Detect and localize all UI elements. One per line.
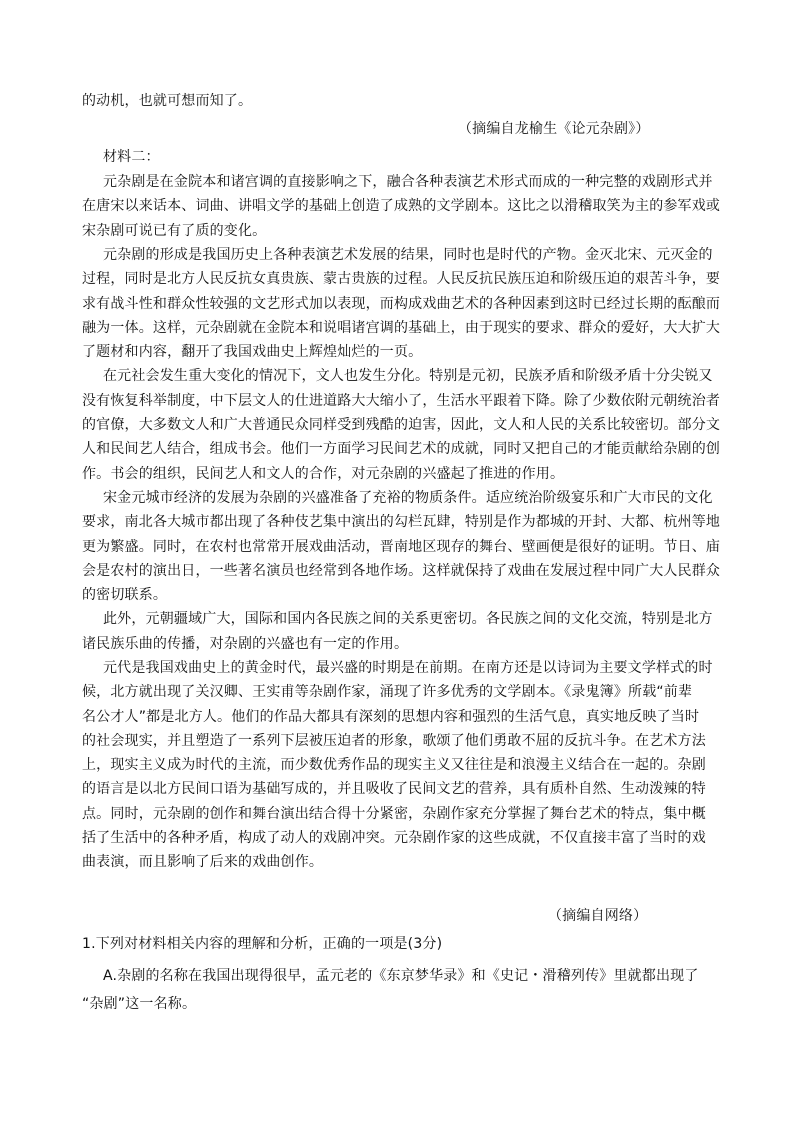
paragraph-4-line-5: 的密切联系。 (82, 587, 168, 603)
source-citation-2: （摘编自网络） (548, 908, 648, 924)
paragraph-1-line-2: 在唐宋以来话本、词曲、讲唱文学的基础上创造了成熟的文学剧本。这比之以滑稽取笑为主的参军戏或 (82, 198, 721, 214)
paragraph-2-line-1: 元杂剧的形成是我国历史上各种表演艺术发展的结果，同时也是时代的产物。金灭北宋、元灭金的 (103, 247, 713, 263)
paragraph-6-line-7: 点。同时，元杂剧的创作和舞台演出结合得十分紧密，杂剧作家充分掌握了舞台艺术的特点，集中概 (82, 806, 706, 822)
paragraph-6-line-8: 括了生活中的各种矛盾，构成了动人的戏剧冲突。元杂剧作家的这些成就，不仅直接丰富了当时的戏 (82, 830, 706, 846)
paragraph-1-line-3: 宋杂剧可说已有了质的变化。 (82, 223, 267, 239)
paragraph-2-line-5: 了题材和内容，翻开了我国戏曲史上辉煌灿烂的一页。 (82, 344, 423, 360)
material-2-heading: 材料二： (103, 149, 160, 165)
paragraph-1-line-1: 元杂剧是在金院本和诸宫调的直接影响之下，融合各种表演艺术形式而成的一种完整的戏剧形式并 (103, 174, 713, 190)
paragraph-6-line-9: 曲表演，而且影响了后来的戏曲创作。 (82, 854, 324, 870)
question-1: 1.下列对材料相关内容的理解和分析，正确的一项是(3分) (82, 936, 443, 952)
paragraph-6-line-5: 上，现实主义成为时代的主流，而少数优秀作品的现实主义又往往是和浪漫主义结合在一起的。杂剧 (82, 757, 706, 773)
paragraph-5-line-1: 此外，元朝疆域广大，国际和国内各民族之间的关系更密切。各民族之间的文化交流，特别是北方 (103, 611, 713, 627)
intro-tail-line: 的动机，也就可想而知了。 (82, 93, 253, 109)
question-1-option-a-line-1: A.杂剧的名称在我国出现得很早，孟元老的《东京梦华录》和《史记・滑稽列传》里就都出现了 (103, 968, 699, 984)
paragraph-2-line-3: 求有战斗性和群众性较强的文艺形式加以表现，而构成戏曲艺术的各种因素到这时已经过长期的酝酿而 (82, 296, 721, 312)
paragraph-6-line-4: 的社会现实，并且塑造了一系列下层被压迫者的形象，歌颂了他们勇敢不屈的反抗斗争。在艺术方法 (82, 733, 706, 749)
paragraph-2-line-4: 融为一体。这样，元杂剧就在金院本和说唱诸宫调的基础上，由于现实的要求、群众的爱好，大大扩大 (82, 320, 721, 336)
paragraph-6-line-6: 的语言是以北方民间口语为基础写成的，并且吸收了民间文艺的营养，具有质朴自然、生动泼辣的特 (82, 781, 706, 797)
paragraph-3-line-3: 的官僚，大多数文人和广大普通民众同样受到残酷的迫害，因此，文人和人民的关系比较密切。部分文 (82, 417, 721, 433)
paragraph-4-line-1: 宋金元城市经济的发展为杂剧的兴盛准备了充裕的物质条件。适应统治阶级宴乐和广大市民的文化 (103, 490, 713, 506)
paragraph-6-line-3: 名公才人”都是北方人。他们的作品大都具有深刻的思想内容和强烈的生活气息，真实地反映了当时 (82, 709, 700, 725)
paragraph-6-line-1: 元代是我国戏曲史上的黄金时代，最兴盛的时期是在前期。在南方还是以诗词为主要文学样式的时 (103, 660, 713, 676)
paragraph-2-line-2: 过程，同时是北方人民反抗女真贵族、蒙古贵族的过程。人民反抗民族压迫和阶级压迫的艰苦斗争，要 (82, 271, 721, 287)
question-1-option-a-line-2: “杂剧”这一名称。 (82, 996, 197, 1012)
paragraph-4-line-2: 要求，南北各大城市都出现了各种伎艺集中演出的勾栏瓦肆，特别是作为都城的开封、大都、杭州等地 (82, 514, 721, 530)
paragraph-3-line-5: 作。书会的组织，民间艺人和文人的合作，对元杂剧的兴盛起了推进的作用。 (82, 466, 565, 482)
paragraph-4-line-3: 更为繁盛。同时，在农村也常常开展戏曲活动，晋南地区现存的舞台、壁画便是很好的证明。节日、庙 (82, 539, 721, 555)
paragraph-3-line-4: 人和民间艺人结合，组成书会。他们一方面学习民间艺术的成就，同时又把自己的才能贡献给杂剧的创 (82, 441, 721, 457)
paragraph-5-line-2: 诸民族乐曲的传播，对杂剧的兴盛也有一定的作用。 (82, 636, 409, 652)
paragraph-4-line-4: 会是农村的演出日，一些著名演员也经常到各地作场。这样就保持了戏曲在发展过程中同广大人民群众 (82, 563, 721, 579)
paragraph-6-line-2: 候，北方就出现了关汉卿、王实甫等杂剧作家，涌现了许多优秀的文学剧本。《录鬼簿》所载“前辈 (82, 684, 693, 700)
paragraph-3-line-1: 在元社会发生重大变化的情况下，文人也发生分化。特别是元初，民族矛盾和阶级矛盾十分尖锐又 (103, 368, 713, 384)
paragraph-3-line-2: 没有恢复科举制度，中下层文人的仕进道路大大缩小了，生活水平跟着下降。除了少数依附元朝统治者 (82, 393, 721, 409)
source-citation-1: （摘编自龙榆生《论元杂剧》） (458, 121, 650, 137)
